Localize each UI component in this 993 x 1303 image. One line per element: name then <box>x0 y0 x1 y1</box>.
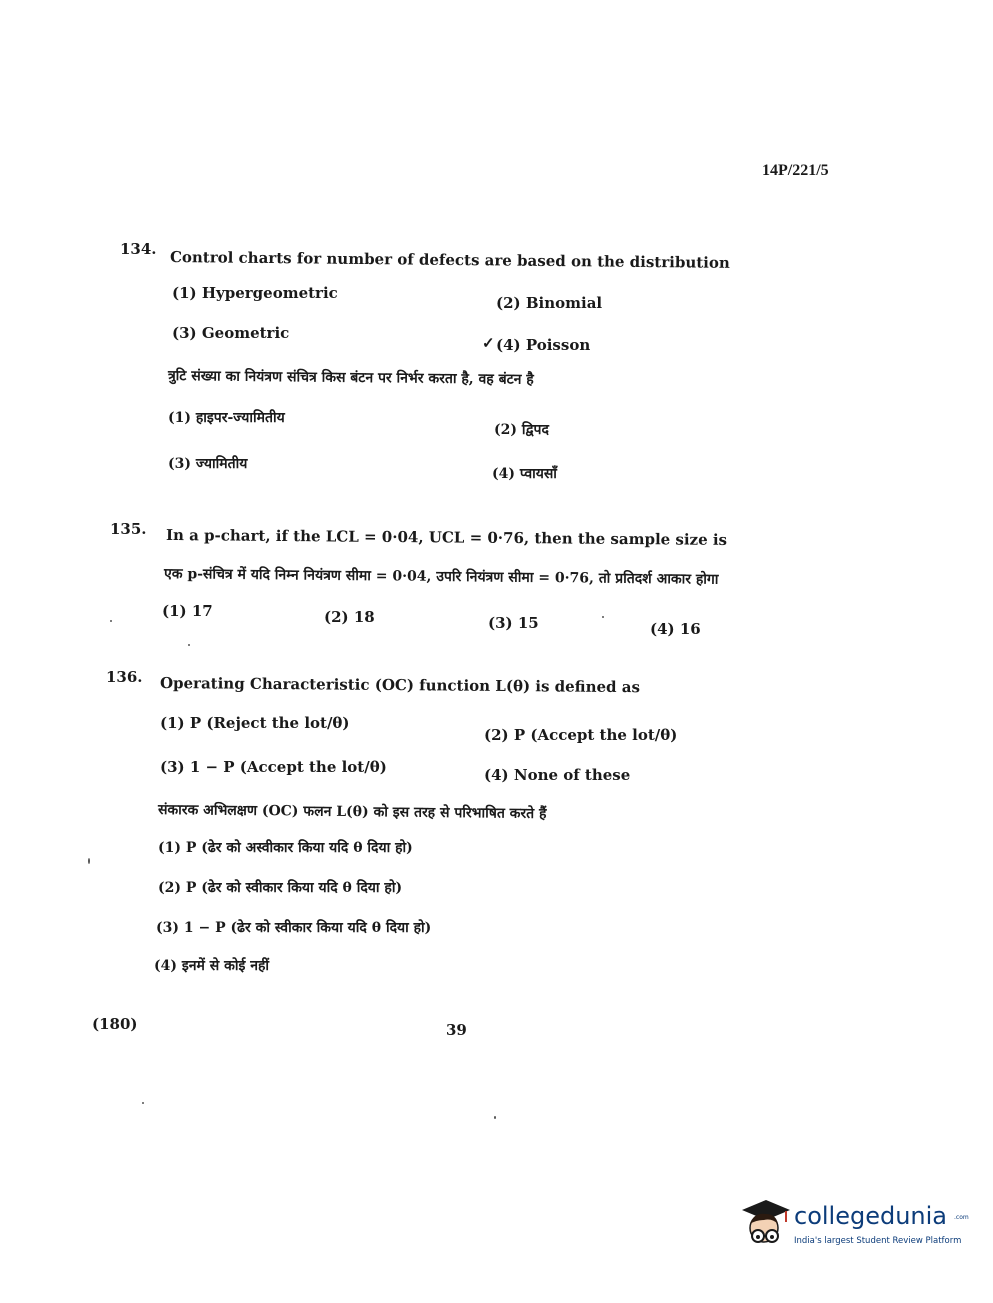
scan-speck <box>142 1102 144 1104</box>
option-1-hindi: (1) P (ढेर को अस्वीकार किया यदि θ दिया हो) <box>158 840 413 856</box>
question-number: 134. <box>120 240 157 258</box>
option-2: (2) Binomial <box>496 294 603 312</box>
option-3-hindi: (3) ज्यामितीय <box>168 456 248 472</box>
question-number: 135. <box>110 520 147 538</box>
option-2: (2) P (Accept the lot/θ) <box>484 726 678 744</box>
option-4-hindi: (4) प्वायसाँ <box>492 466 557 482</box>
paper-code: 14P/221/5 <box>762 162 829 179</box>
question-text-hindi: एक p-संचित्र में यदि निम्न नियंत्रण सीमा = 0·04, उपरि नियंत्रण सीमा = 0·76, तो प्रतिदर्श आकार होगा <box>163 566 719 588</box>
question-number: 136. <box>106 668 143 686</box>
option-3: (3) 15 <box>488 614 539 632</box>
page-number: 39 <box>446 1021 467 1039</box>
scan-speck <box>494 1116 496 1119</box>
option-3: (3) Geometric <box>172 324 290 342</box>
question-text: Control charts for number of defects are based on the distribution <box>169 248 730 272</box>
mascot-icon <box>736 1196 792 1256</box>
scan-speck <box>88 858 90 864</box>
option-2-hindi: (2) द्विपद <box>494 422 549 438</box>
option-4: (4) Poisson <box>496 336 591 354</box>
scan-speck <box>110 620 112 622</box>
footer-code: (180) <box>92 1015 138 1033</box>
option-4: (4) None of these <box>484 766 631 784</box>
option-3: (3) 1 − P (Accept the lot/θ) <box>160 758 387 776</box>
brand-name: collegedunia <box>794 1202 948 1230</box>
tick-mark: ✓ <box>482 334 495 352</box>
scan-speck <box>602 616 604 618</box>
option-1: (1) Hypergeometric <box>172 284 338 302</box>
question-text-hindi: संकारक अभिलक्षण (OC) फलन L(θ) को इस तरह से परिभाषित करते हैं <box>157 802 547 823</box>
question-text: Operating Characteristic (OC) function L(θ) is defined as <box>159 674 641 697</box>
option-1: (1) 17 <box>162 602 213 620</box>
option-1: (1) P (Reject the lot/θ) <box>160 714 350 732</box>
question-text-hindi: त्रुटि संख्या का नियंत्रण संचित्र किस बंटन पर निर्भर करता है, वह बंटन है <box>167 368 534 388</box>
collegedunia-watermark <box>736 1196 969 1256</box>
brand-suffix: .com <box>954 1214 969 1221</box>
question-text: In a p-chart, if the LCL = 0·04, UCL = 0·76, then the sample size is <box>165 526 728 549</box>
option-2: (2) 18 <box>324 608 375 626</box>
option-3-hindi: (3) 1 − P (ढेर को स्वीकार किया यदि θ दिया हो) <box>156 920 432 936</box>
option-1-hindi: (1) हाइपर-ज्यामितीय <box>168 410 285 426</box>
option-4: (4) 16 <box>650 620 701 638</box>
option-4-hindi: (4) इनमें से कोई नहीं <box>154 958 270 974</box>
brand-tagline: India's largest Student Review Platform <box>794 1236 962 1246</box>
scan-speck <box>188 644 190 646</box>
option-2-hindi: (2) P (ढेर को स्वीकार किया यदि θ दिया हो) <box>158 880 403 896</box>
